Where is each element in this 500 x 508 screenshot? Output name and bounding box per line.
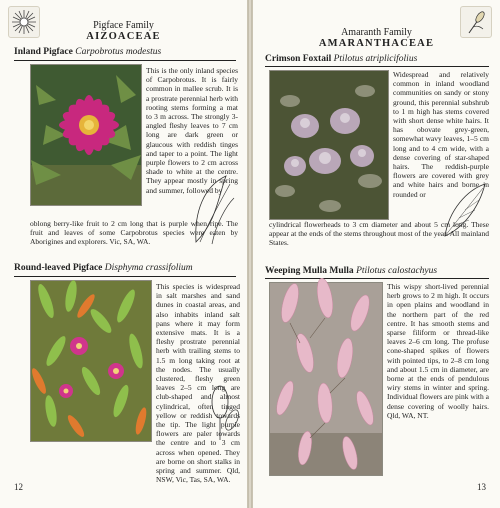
title-rule (265, 66, 489, 67)
scientific-name: Disphyma crassifolium (104, 263, 193, 273)
common-name: Weeping Mulla Mulla (265, 266, 354, 276)
leaf-sketch-icon (200, 382, 240, 442)
common-name: Inland Pigface (14, 47, 73, 57)
species-description: This wispy short-lived perennial herb grows to 2 m high. It occurs in open plains and woodland in the northern part of the red centre. It has smooth stems and sparse filiform or thread-like leaves 2–6 cm long. The profuse cone-shaped spikes of flowers with pointed tips, to 2–8 cm long and about 1.5 cm in diameter, are borne at the ends of pendulous wiry stems in winter and spring. Individual flowers are pink with a dense covering of woolly hairs. Qld, WA, NT. (387, 282, 489, 420)
species-title (265, 266, 437, 276)
weeping-mulla-mulla-photo (269, 282, 383, 476)
species-title (14, 263, 193, 273)
family-common-name: Pigface Family (93, 20, 154, 31)
species-title (14, 47, 161, 57)
title-rule (265, 278, 489, 279)
species-description-continued: cylindrical flowerheads to 3 cm diameter and about 5 cm long. These appear at the ends of the stems throughout most of the year. All mainland States. (269, 220, 489, 248)
title-rule (14, 276, 236, 277)
title-rule (14, 60, 236, 61)
page-number: 12 (14, 482, 23, 492)
species-description-text: This species is widespread in salt marshes and sand dunes in coastal areas, and also inhabits inland salt pans where it may form extensive mats. It is a fleshy prostrate perennial herb with trailing stems to 1.5 m long taking root at the nodes. The usually clustered, fleshy green leaves 2–5 cm long are club-shaped and almost cylindrical, often tinged yellow or reddish towards the tip. The light purple flowers are paler towards the centre and to 3 cm across when opened. They are borne on short stalks in spring and summer. Qld, NSW, Vic, Tas, SA, WA. (156, 282, 240, 485)
scientific-name: Ptilotus calostachyus (356, 266, 438, 276)
common-name: Crimson Foxtail (265, 54, 332, 64)
species-description: Widespread and relatively common in inland woodland communities on sandy or stony ground, this perennial subshrub to 1 m high has stems covered with short dense white hairs. It has obovate grey-green, somewhat wavy leaves, 1–5 cm long and to 4 cm wide, with a dense covering of star-shaped hairs. The reddish-purple flowers are covered with grey and white hairs and borne in rounded or (393, 70, 489, 199)
page-number: 13 (477, 482, 486, 492)
species-description: This is the only inland species of Carpobrotus. It is fairly common in mallee scrub. It is a prostrate perennial herb with rooting stems forming a mat to 3 m across. The strongly 3-angled fleshy leaves to 7 cm long are dark green or glaucous with reddish tinges and taper to a point. The light purple flowers to 2 cm across shade to white at the centre. They appear mostly in spring and summer, followed by (146, 66, 238, 195)
species-title (265, 54, 417, 64)
right-page (252, 0, 500, 508)
scientific-name: Carpobrotus modestus (75, 47, 162, 57)
inland-pigface-photo (30, 64, 142, 206)
family-latin-name: AIZOACEAE (86, 31, 161, 42)
round-leaved-pigface-photo (30, 280, 152, 442)
crimson-foxtail-photo (269, 70, 389, 220)
left-page (0, 0, 248, 508)
family-latin-name: AMARANTHACEAE (318, 38, 435, 49)
family-common-name: Amaranth Family (341, 27, 412, 38)
scientific-name: Ptilotus atriplicifolius (333, 54, 418, 64)
species-description-continued: oblong berry-like fruit to 2 cm long that is purple when ripe. The fruit and leaves of some Carpobrotus species were eaten by Aborigines and explorers. Vic, SA, WA. (30, 219, 238, 247)
common-name: Round-leaved Pigface (14, 263, 103, 273)
